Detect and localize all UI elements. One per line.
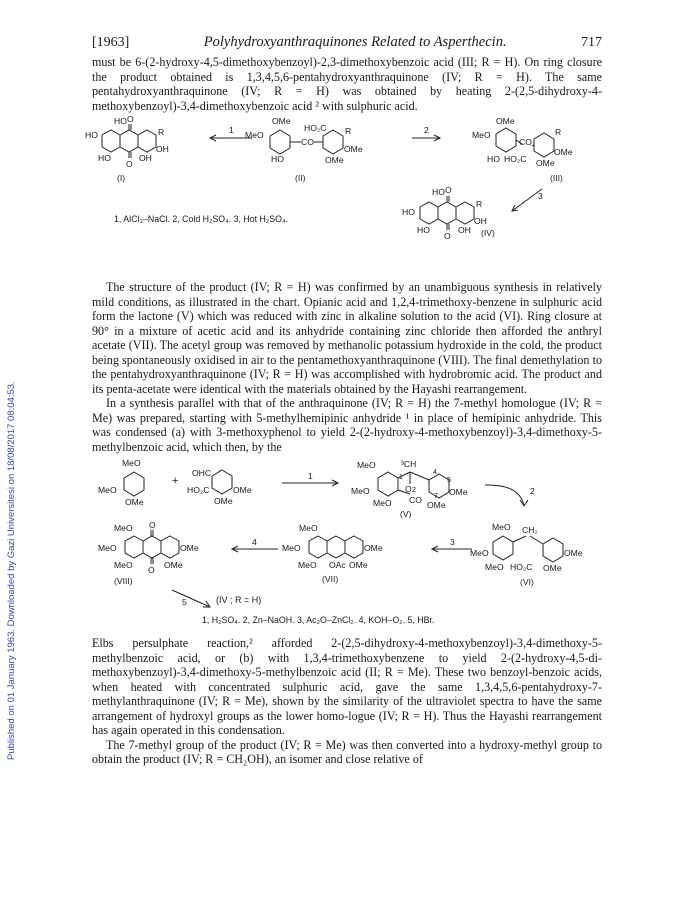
- c3-ho2c: HO₂C: [504, 154, 527, 164]
- c4-ho-left: HO: [402, 207, 415, 217]
- s2-arrow-3-number: 3: [450, 537, 455, 547]
- vii-meo-bottom: MeO: [298, 560, 317, 570]
- vii-meo-left: MeO: [282, 543, 301, 553]
- vi-ho2c: HO₂C: [510, 562, 533, 572]
- c3-co: CO: [519, 137, 532, 147]
- tmb-ome-bottom: OMe: [125, 497, 144, 507]
- op-ohc: OHC: [192, 468, 212, 478]
- paragraph-1: must be 6-(2-hydroxy-4,5-dimethoxybenzoyl)-2,3-dimethoxybenzoic acid (III; R = H). On ring closure the product obtained is 1,3,4,5,6-pentahydroxyanthraquinone (IV; R = H). The same pentahydroxyanthraquinone (IV; R = H) was obtained by heating 2-(2,5-dihydroxy-4-methoxybenzoyl)-3,4-dimethoxybenzoic acid ² with sulphuric acid.: [92, 55, 602, 113]
- c1-r: R: [158, 127, 165, 137]
- vi-meo-top: MeO: [492, 522, 511, 532]
- compound-VI-id: (VI): [520, 577, 534, 587]
- tmb-meo-left: MeO: [98, 485, 117, 495]
- c3-r: R: [555, 127, 562, 137]
- viii-o-top: O: [149, 520, 156, 530]
- s2-arrow-1-number: 1: [308, 471, 313, 481]
- c2-ome-bottom: OMe: [325, 155, 344, 165]
- c1-o-bottom: O: [126, 159, 133, 169]
- viii-o-bottom: O: [148, 565, 155, 575]
- vii-meo-top: MeO: [299, 523, 318, 533]
- s2-arrow-2-number: 2: [530, 486, 535, 496]
- compound-II-id: (II): [295, 173, 306, 183]
- c3-ome-right: OMe: [554, 147, 573, 157]
- vi-meo-bottom: MeO: [485, 562, 504, 572]
- c1-oh-bottom: OH: [139, 153, 152, 163]
- viii-meo-top: MeO: [114, 523, 133, 533]
- compound-III-id: (III): [550, 173, 563, 183]
- v-ome-right: OMe: [449, 487, 468, 497]
- c1-oh-right: OH: [156, 144, 169, 154]
- op-ho2c: HO₂C: [187, 485, 210, 495]
- vii-oac: OAc: [329, 560, 346, 570]
- plus-sign: +: [172, 475, 179, 487]
- paragraph-4: Elbs persulphate reaction,² afforded 2-(2,5-dihydroxy-4-methoxybenzoyl)-3,4-dimethoxy-5-methylbenzoic acid, or (b) with 1,3,4-trimethoxybenzene to yield 2-(2-hydroxy-4,5-di-methoxybenzoyl)-3,4-dimethoxy-5-methylbenzoic acid (II; R = Me). These two benzoyl-benzoic acids, when heated with concentrated sulphuric acid, gave the same 1,3,4,5,6-pentahydroxy-7-methylanthraquinone (IV; R = Me), shown by the similarity of the ultraviolet spectra to have the same arrangement of hydroxyl groups as the lower homo-logue (IV; R = H). Thus the Hayashi rearrangement has again operated in this condensation.: [92, 636, 602, 737]
- c2-ho: HO: [271, 154, 284, 164]
- vi-meo-left: MeO: [470, 548, 489, 558]
- arrow-2-number: 2: [424, 125, 429, 135]
- c1-ho-bottom: HO: [98, 153, 111, 163]
- scheme-2-drawing: [92, 454, 602, 636]
- c2-ome-top: OMe: [272, 116, 291, 126]
- scheme-1: [85, 113, 602, 280]
- c3-ome-top: OMe: [496, 116, 515, 126]
- c1-ho-left: HO: [85, 130, 98, 140]
- compound-VII-id: (VII): [322, 574, 339, 584]
- c4-r: R: [476, 199, 483, 209]
- c2-co: CO: [301, 137, 314, 147]
- s2-arrow-4-number: 4: [252, 537, 257, 547]
- viii-ome-right: OMe: [180, 543, 199, 553]
- c4-oh-bottom: OH: [458, 225, 471, 235]
- v-co: CO: [409, 495, 422, 505]
- viii-meo-left: MeO: [98, 543, 117, 553]
- v-meo-left: MeO: [351, 486, 370, 496]
- header-page-number: 717: [581, 35, 602, 50]
- download-watermark-text: Published on 01 January 1963. Downloaded by Gazi Universitesi on 18/08/2017 08:04:53.: [6, 381, 17, 760]
- c2-ho2c: HO₂C: [304, 123, 327, 133]
- compound-IV-id: (IV): [481, 228, 495, 238]
- journal-page: [85, 34, 602, 767]
- header-title: Polyhydroxyanthraquinones Related to Asperthecin.: [203, 34, 507, 50]
- v-5: 5: [447, 477, 451, 484]
- c1-ho-top: HO: [114, 116, 127, 126]
- s2-arrow-5-number: 5: [182, 597, 187, 607]
- compound-V-id: (V): [400, 509, 412, 519]
- v-4: 4: [433, 469, 437, 476]
- paragraph-2: The structure of the product (IV; R = H) was confirmed by an unambiguous synthesis in relatively mild conditions, as illustrated in the chart. Opianic acid and 1,2,4-trimethoxy-benzene in sulphuric acid form the lactone (V) which was reduced with zinc in alkaline solution to the acid (VI). Ring closure at 90° in a mixture of acetic acid and its anhydride containing zinc chloride then afforded the anthryl acetate (VII). The acetyl group was removed by methanolic potassium hydroxide in the cold, the product being spontaneously oxidised in air to the pentamethoxyanthraquinone (VIII). The final demethylation to the pentahydroxyanthraquinone (IV; R = H) was accomplished with hydrobromic acid. The product and its penta-acetate were identical with the materials obtained by the Hayashi rearrangement.: [92, 280, 602, 396]
- c3-ome-bottom: OMe: [536, 158, 555, 168]
- vii-ome-right: OMe: [364, 543, 383, 553]
- v-meo-top: MeO: [357, 460, 376, 470]
- viii-ome-bottom: OMe: [164, 560, 183, 570]
- scheme-1-caption: 1, AlCl₃–NaCl. 2, Cold H₂SO₄. 3, Hot H₂SO₄.: [114, 214, 289, 224]
- v-7: 7: [434, 493, 438, 500]
- c3-ho: HO: [487, 154, 500, 164]
- c2-ome-right: OMe: [344, 144, 363, 154]
- paragraph-3: In a synthesis parallel with that of the anthraquinone (IV; R = H) the 7-methyl homologue (IV; R = Me) was prepared, starting with 5-methylhemipinic anhydride ¹ in place of hemipinic anhydride. This was condensed (a) with 3-methoxyphenol to yield 2-(2-hydroxy-4-methoxybenzoyl)-3,4-dimethoxy-5-methylbenzoic acid, which then, by the: [92, 396, 602, 454]
- v-o: O: [405, 484, 412, 494]
- v-ome-bottom: OMe: [427, 500, 446, 510]
- c4-ho-bottom: HO: [417, 225, 430, 235]
- v-ch: ³CH: [401, 459, 417, 469]
- compound-I-id: (I): [117, 173, 126, 183]
- op-ome-bottom: OMe: [214, 496, 233, 506]
- header-year: [1963]: [92, 35, 130, 50]
- vii-ome-bottom: OMe: [349, 560, 368, 570]
- scheme-2-caption: 1, H₂SO₄. 2, Zn–NaOH. 3, Ac₂O–ZnCl₂. 4, KOH–O₂. 5, HBr.: [202, 615, 435, 625]
- c4-o-top: O: [445, 185, 452, 195]
- compound-VIII-id: (VIII): [114, 576, 133, 586]
- arrow-1-number: 1: [229, 125, 234, 135]
- c4-o-bottom: O: [444, 231, 451, 241]
- c2-meo: MeO: [245, 130, 264, 140]
- tmb-meo-top: MeO: [122, 458, 141, 468]
- scheme-2-product: (IV ; R = H): [216, 595, 262, 605]
- v-1: 1: [399, 474, 403, 481]
- c4-oh-right: OH: [474, 216, 487, 226]
- download-watermark: [6, 150, 20, 760]
- op-ome-right: OMe: [233, 485, 252, 495]
- vi-ch2: CH₂: [522, 525, 538, 535]
- vi-ome-bottom: OMe: [543, 563, 562, 573]
- v-2: 2: [412, 487, 416, 494]
- c4-ho-top: HO: [432, 187, 445, 197]
- paragraph-5: The 7-methyl group of the product (IV; R = Me) was then converted into a hydroxy-methyl group to obtain the product (IV; R = CH₂OH), an isomer and close relative of: [92, 737, 602, 766]
- c2-r: R: [345, 126, 352, 136]
- scheme-2: [92, 454, 602, 636]
- vi-ome-right: OMe: [564, 548, 583, 558]
- c3-meo: MeO: [472, 130, 491, 140]
- viii-meo-bottom: MeO: [114, 560, 133, 570]
- v-meo-bottom: MeO: [373, 498, 392, 508]
- arrow-3-number: 3: [538, 191, 543, 201]
- c1-o-top: O: [127, 114, 134, 124]
- running-head: [92, 34, 602, 51]
